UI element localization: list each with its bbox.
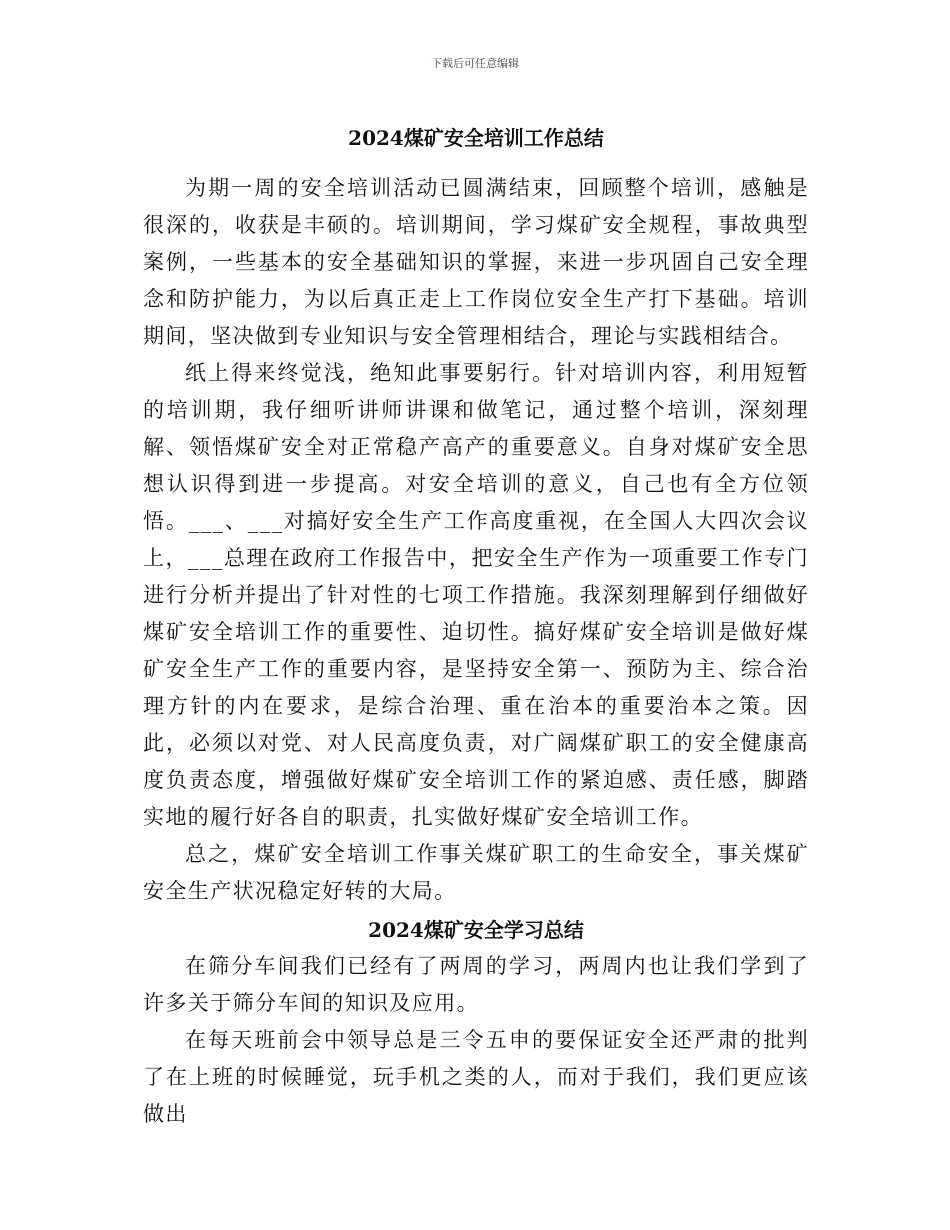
section2-paragraph-2: 在每天班前会中领导总是三令五申的要保证安全还严肃的批判了在上班的时候睡觉，玩手机之类的人，而对于我们，我们更应该做出 [143, 1028, 809, 1126]
section1-title: 2024煤矿安全培训工作总结 [348, 126, 604, 150]
document-body [143, 120, 809, 1133]
section1-paragraph-3: 总之，煤矿安全培训工作事关煤矿职工的生命安全，事关煤矿安全生产状况稳定好转的大局。 [143, 842, 809, 903]
section2-paragraph-1: 在筛分车间我们已经有了两周的学习，两周内也让我们学到了许多关于筛分车间的知识及应用。 [143, 954, 809, 1015]
page-header: 下载后可任意编辑 [431, 57, 519, 70]
section2-title: 2024煤矿安全学习总结 [368, 918, 584, 942]
section1-paragraph-2: 纸上得来终觉浅，绝知此事要躬行。针对培训内容，利用短暂的培训期，我仔细听讲师讲课和做笔记，通过整个培训，深刻理解、领悟煤矿安全对正常稳产高产的重要意义。自身对煤矿安全思想认识得到进一步提高。对安全培训的意义，自己也有全方位领悟。___、___对搞好安全生产工作高度重视，在全国人大四次会议上，___总理在政府工作报告中，把安全生产作为一项重要工作专门进行分析并提出了针对性的七项工作措施。我深刻理解到仔细做好煤矿安全培训工作的重要性、迫切性。搞好煤矿安全培训是做好煤矿安全生产工作的重要内容，是坚持安全第一、预防为主、综合治理方针的内在要求，是综合治理、重在治本的重要治本之策。因此，必须以对党、对人民高度负责，对广阔煤矿职工的安全健康高度负责态度，增强做好煤矿安全培训工作的紧迫感、责任感，脚踏实地的履行好各自的职责，扎实做好煤矿安全培训工作。 [143, 361, 809, 829]
section1-paragraph-1: 为期一周的安全培训活动已圆满结束，回顾整个培训，感触是很深的，收获是丰硕的。培训期间，学习煤矿安全规程，事故典型案例，一些基本的安全基础知识的掌握，来进一步巩固自己安全理念和防护能力，为以后真正走上工作岗位安全生产打下基础。培训期间，坚决做到专业知识与安全管理相结合，理论与实践相结合。 [143, 176, 809, 348]
